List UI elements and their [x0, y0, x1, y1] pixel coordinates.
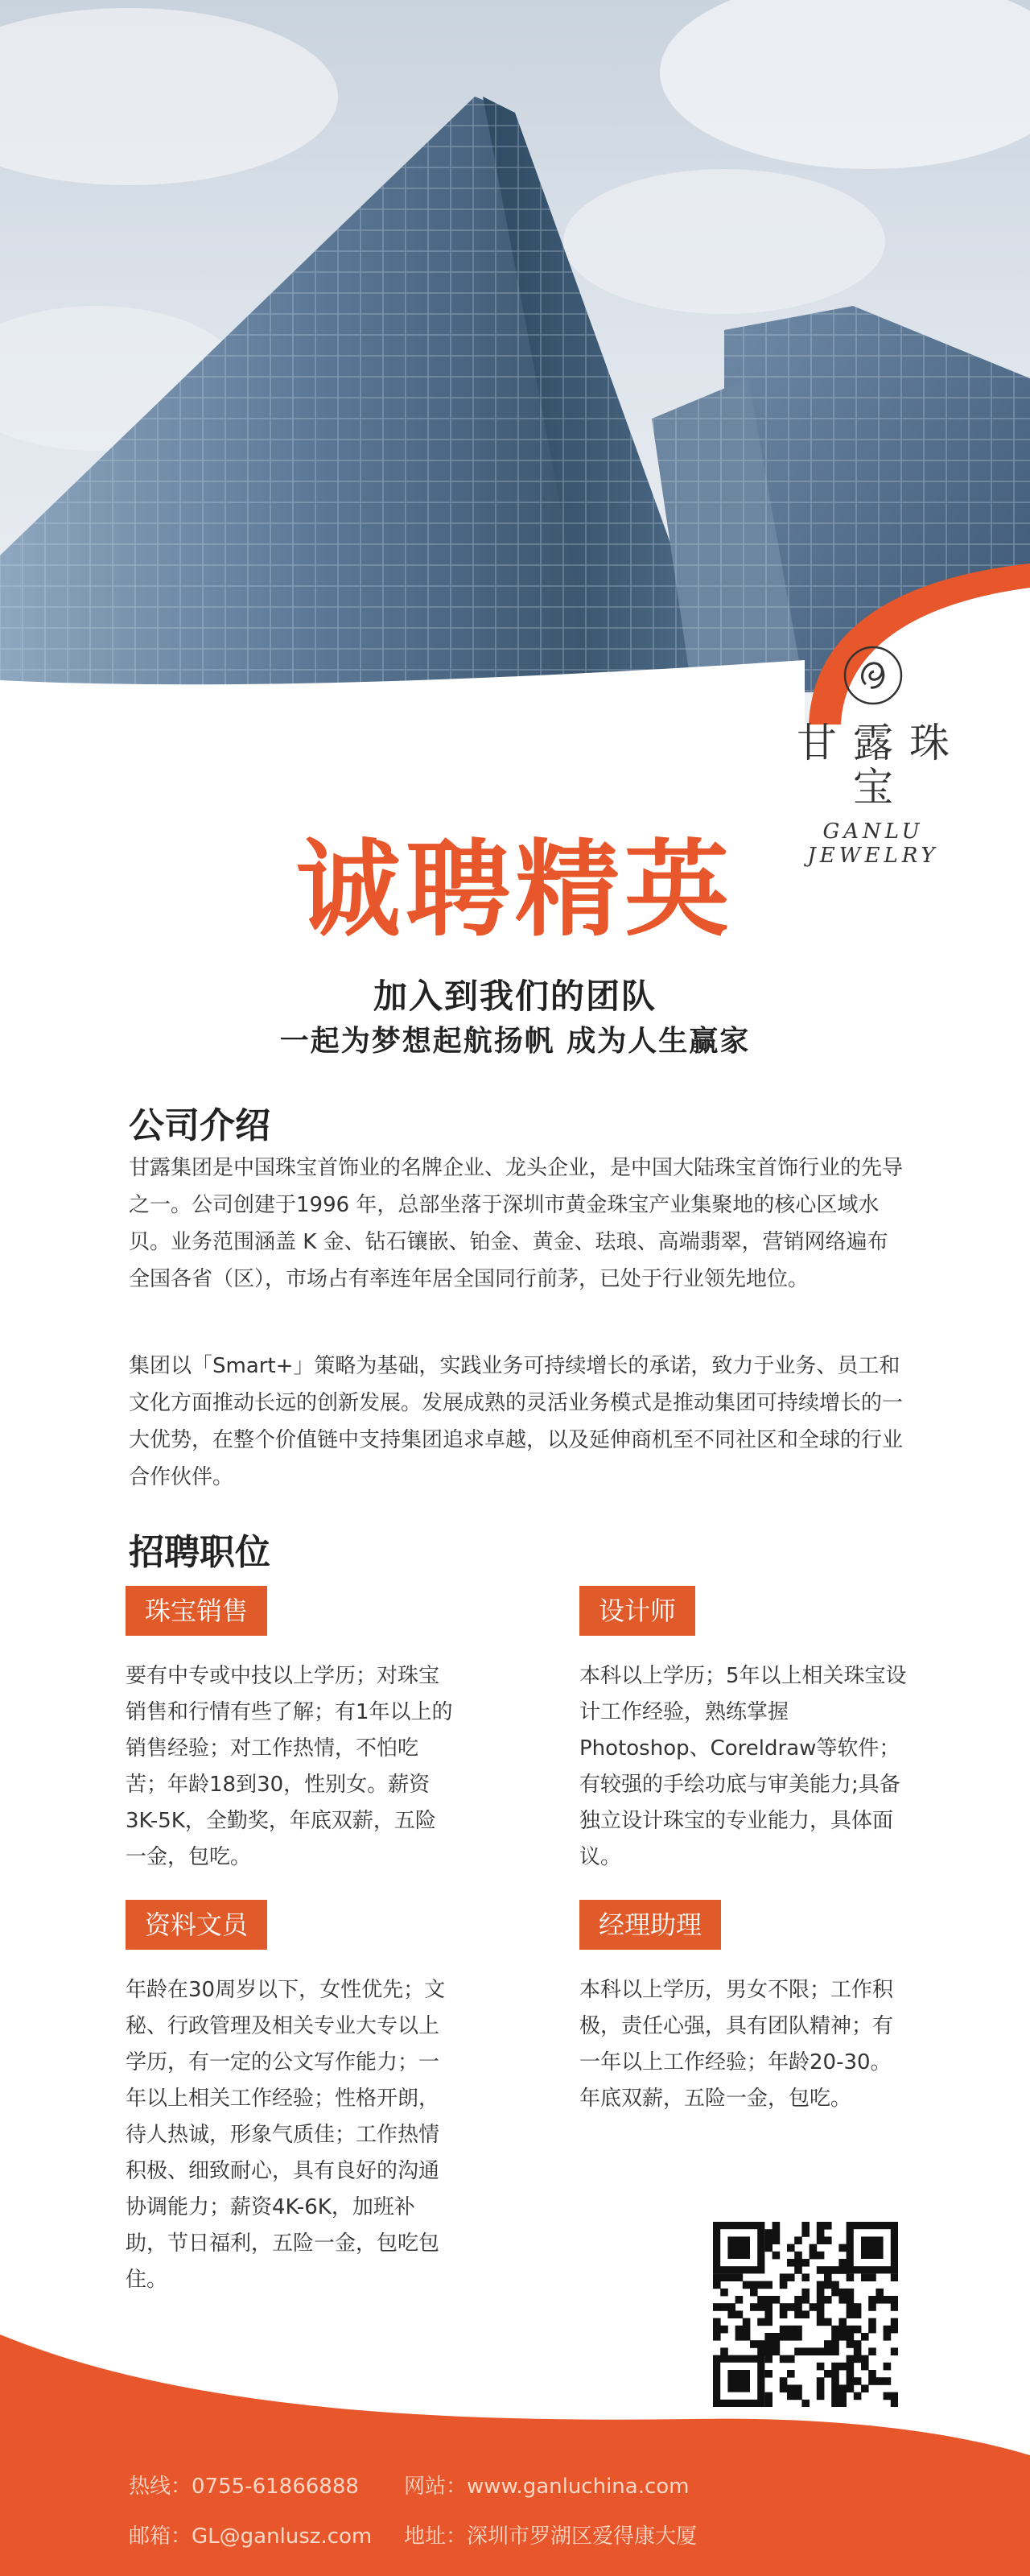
- hero-building-image: [0, 0, 1030, 724]
- brand-logo: [764, 644, 982, 868]
- hotline-label: 热线：: [129, 2475, 192, 2499]
- hotline-value: 0755-61866888: [192, 2475, 359, 2499]
- about-title: 公司介绍: [129, 1105, 270, 1146]
- positions-title: 招聘职位: [129, 1532, 270, 1573]
- website[interactable]: [404, 2470, 690, 2500]
- website-label: 网站：: [404, 2475, 468, 2499]
- about-paragraph-2: 集团以「Smart+」策略为基础，实践业务可持续增长的承诺，致力于业务、员工和文化方面推动长远的创新发展。发展成熟的灵活业务模式是推动集团可持续增长的一大优势，在整个价值链中支持集团追求卓越，以及延伸商机至不同社区和全球的行业合作伙伴。: [129, 1354, 904, 1489]
- email[interactable]: [129, 2520, 372, 2549]
- qr-code-icon: [713, 2222, 898, 2407]
- address-label: 地址：: [404, 2524, 468, 2549]
- brand-name-cn: 甘露珠宝: [797, 720, 966, 811]
- job-description: 年龄在30周岁以下，女性优先；文秘、行政管理及相关专业大专以上学历，有一定的公文写作能力；一年以上相关工作经验；性格开朗，待人热诚，形象气质佳；工作热情积极、细致耐心，具有良好的沟通协调能力；薪资4K-6K，加班补助，节日福利，五险一金，包吃包住。: [126, 1978, 446, 2292]
- email-value[interactable]: GL@ganlusz.com: [192, 2524, 373, 2549]
- brand-name-en: GANLU JEWELRY: [807, 819, 939, 868]
- job-title-tag: 珠宝销售: [126, 1586, 267, 1636]
- job-title-tag: 设计师: [579, 1586, 695, 1636]
- job-description: 本科以上学历，男女不限；工作积极，责任心强，具有团队精神；有一年以上工作经验；年龄20-30。年底双薪，五险一金，包吃。: [579, 1978, 894, 2111]
- job-card-designer: [579, 1586, 909, 1876]
- job-description: 本科以上学历；5年以上相关珠宝设计工作经验，熟练掌握Photoshop、Coreldraw等软件；有较强的手绘功底与审美能力;具备独立设计珠宝的专业能力，具体面议。: [579, 1664, 907, 1869]
- address: [404, 2520, 697, 2549]
- subheadline-1: 加入到我们的团队: [373, 976, 657, 1016]
- job-card-assistant: [579, 1900, 909, 2117]
- address-value: 深圳市罗湖区爱得康大厦: [467, 2524, 698, 2549]
- brand-mark-icon: [842, 644, 904, 707]
- qr-code[interactable]: [713, 2222, 898, 2407]
- job-title-tag: 资料文员: [126, 1900, 267, 1950]
- job-card-sales: [126, 1586, 455, 1876]
- email-label: 邮箱：: [129, 2524, 192, 2549]
- headline: 诚聘精英: [295, 828, 734, 951]
- job-title-tag: 经理助理: [579, 1900, 721, 1950]
- job-card-clerk: [126, 1900, 455, 2298]
- job-description: 要有中专或中技以上学历；对珠宝销售和行情有些了解；有1年以上的销售经验；对工作热情，不怕吃苦；年龄18到30，性别女。薪资3K-5K，全勤奖，年底双薪，五险一金，包吃。: [126, 1664, 453, 1869]
- subheadline-2: 一起为梦想起航扬帆 成为人生赢家: [279, 1025, 751, 1058]
- website-value[interactable]: www.ganluchina.com: [467, 2475, 690, 2499]
- about-paragraph-1: 甘露集团是中国珠宝首饰业的名牌企业、龙头企业，是中国大陆珠宝首饰行业的先导之一。公司创建于1996 年，总部坐落于深圳市黄金珠宝产业集聚地的核心区域水贝。业务范围涵盖 K 金、钻石镶嵌、铂金、黄金、珐琅、高端翡翠，营销网络遍布全国各省（区），市场占有率连年居全国同行前茅，已处于行业领先地位。: [129, 1156, 904, 1291]
- hotline: [129, 2470, 359, 2500]
